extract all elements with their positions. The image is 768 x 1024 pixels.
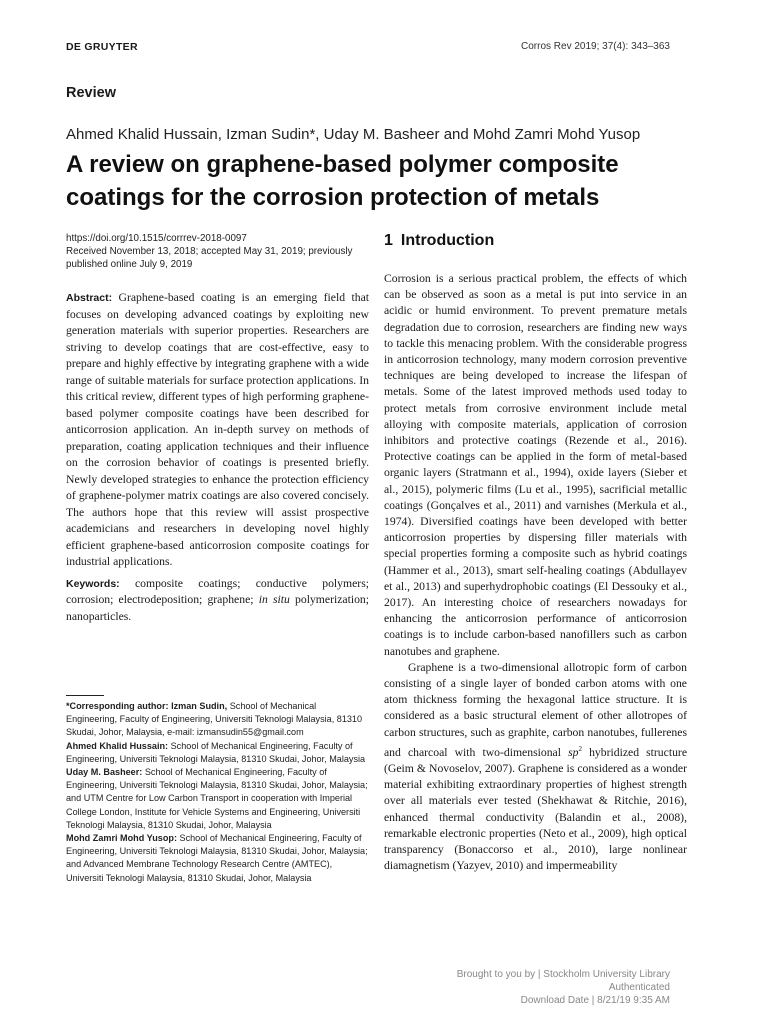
affiliation-item: Mohd Zamri Mohd Yusop: School of Mechanical Engineering, Faculty of Engineering, Universiti Teknologi Malaysia, 81310 Skudai, Johor, Malaysia; and Advanced Membrane Technology Research Centre (AMTEC), Universiti Teknologi Malaysia, 81310 Skudai, Johor, Malaysia bbox=[66, 833, 368, 883]
section-label: Review bbox=[66, 85, 116, 101]
abstract-text: Graphene-based coating is an emerging field that focuses on developing advanced coatings by exploiting new generation materials with superior properties. Researchers are striving to develop coatings that are cost-effective, easy to prepare and highly effective by integrating graphene with a wide range of suitable materials for surface protection applications. In this critical review, different types of high performing graphene-based polymer composite coatings have been described for anticorrosion application. An in-depth survey on methods of preparation, coating application techniques and their influence on the corrosion behavior of coatings is presented briefly. Newly developed strategies to enhance the protection efficiency of graphene-polymer matrix coatings are also covered concisely. The authors hope that this review will assist prospective academicians and researchers in developing novel highly efficient graphene-based anticorrosion composite coatings for industrial applications. bbox=[66, 291, 370, 568]
author-list: Ahmed Khalid Hussain, Izman Sudin*, Uday M. Basheer and Mohd Zamri Mohd Yusop bbox=[66, 126, 641, 143]
doi-link[interactable]: https://doi.org/10.1515/corrrev-2018-0097 bbox=[66, 233, 247, 244]
watermark-line: Authenticated bbox=[608, 982, 670, 993]
right-column bbox=[384, 271, 687, 874]
affiliation-item: Ahmed Khalid Hussain: School of Mechanical Engineering, Faculty of Engineering, Universiti Teknologi Malaysia, 81310 Skudai, Johor, Malaysia bbox=[66, 740, 366, 764]
journal-citation: Corros Rev 2019; 37(4): 343–363 bbox=[521, 41, 670, 52]
section-heading-text: Introduction bbox=[400, 232, 495, 249]
section-number: 1 bbox=[384, 232, 393, 249]
section-heading-introduction bbox=[384, 232, 494, 250]
abstract bbox=[66, 290, 369, 571]
left-column bbox=[66, 290, 369, 625]
paper-title: A review on graphene-based polymer composite coatings for the corrosion protection of metals bbox=[66, 151, 619, 211]
article-meta bbox=[66, 232, 366, 271]
intro-paragraph-2: Graphene is a two-dimensional allotropic form of carbon consisting of a single layer of bonded carbon atoms with one atom thickness forming the hexagonal lattice structure. It is considered as a basic structural element of other allotropes of carbon structures, such as graphite, carbon nanotubes, fullerenes and charcoal with two-dimensional $sp^2$ hybridized structure (Geim & Novoselov, 2007). Graphene is considered as a wonder material exhibiting extraordinary properties of highest strength over all materials ever tested (Shekhawat & Ritchie, 2016), enhanced thermal conductivity (Balandin et al., 2008), remarkable electronic properties (Neto et al., 2009), high optical transparency (Bonaccorso et al., 2010), large nonlinear diamagnetism (Yazyev, 2010) and impermeability bbox=[384, 660, 688, 873]
affiliation-item: *Corresponding author: Izman Sudin, School of Mechanical Engineering, Faculty of Engineering, Universiti Teknologi Malaysia, 81310 Skudai, Johor, Malaysia, e-mail: izmansudin55@gmail.com bbox=[66, 701, 363, 738]
keywords-label: Keywords: bbox=[66, 577, 120, 590]
affiliation-item: Uday M. Basheer: School of Mechanical Engineering, Faculty of Engineering, Universiti Teknologi Malaysia, 81310 Skudai, Johor, Malaysia; and UTM Centre for Low Carbon Transport in cooperation with Imperial College London, Institute for Vehicle Systems and Engineering, Universiti Teknologi Malaysia, 81310 Skudai, Johor, Malaysia bbox=[66, 767, 368, 830]
footnote-divider bbox=[66, 695, 104, 696]
keywords-text-end: polymerization; nanoparticles. bbox=[66, 593, 370, 623]
published-date: published online July 9, 2019 bbox=[66, 259, 193, 270]
watermark-line: Brought to you by | Stockholm University Library bbox=[456, 969, 670, 980]
keywords bbox=[66, 576, 369, 626]
abstract-label: Abstract: bbox=[66, 292, 113, 304]
received-dates: Received November 13, 2018; accepted May 31, 2019; previously bbox=[66, 246, 353, 257]
keywords-italic: in situ bbox=[258, 593, 290, 606]
author-affiliations bbox=[66, 700, 369, 885]
intro-paragraph-1: Corrosion is a serious practical problem, the effects of which can be observed as soon as a metal is put into service in an acidic or humid environment. To prevent premature metals degradation due to corrosion, researchers are finding new ways to tackle this menacing problem. With the considerable progress in anticorrosion technology, many modern corrosion preventive techniques are being developed to increase the lifespan of metals. Some of the latest improved methods used today to protect metals from corrosive environment include metal alloying with composite materials, application of corrosion inhibitors and protective coatings (Rezende et al., 2016). Protective coatings can be applied in the form of metal-based organic layers (Stratmann et al., 1994), oxide layers (Sieber et al., 2015), polymeric films (Lu et al., 1995), sacrificial metallic coatings (Gonçalves et al., 2011) and varnishes (Merkula et al., 1974). Diversified coatings have been developed with better anticorrosion properties by dispersing filler materials with special properties forming a composite such as hybrid coatings (Hammer et al., 2013), smart self-healing coatings (Abdullayev et al., 2013) and superhydrophobic coatings (El Dessouky et al., 2017). An interesting choice of researchers nowadays for enhancing the anticorrosion performance of anticorrosion coatings is to include carbon-based nanofillers such as carbon nanotubes and graphene. bbox=[384, 272, 687, 658]
publisher-name: DE GRUYTER bbox=[66, 41, 138, 53]
download-watermark bbox=[457, 968, 670, 1007]
keywords-text: composite coatings; conductive polymers; corrosion; electrodeposition; graphene; bbox=[66, 576, 369, 606]
watermark-line: Download Date | 8/21/19 9:35 AM bbox=[520, 995, 670, 1006]
